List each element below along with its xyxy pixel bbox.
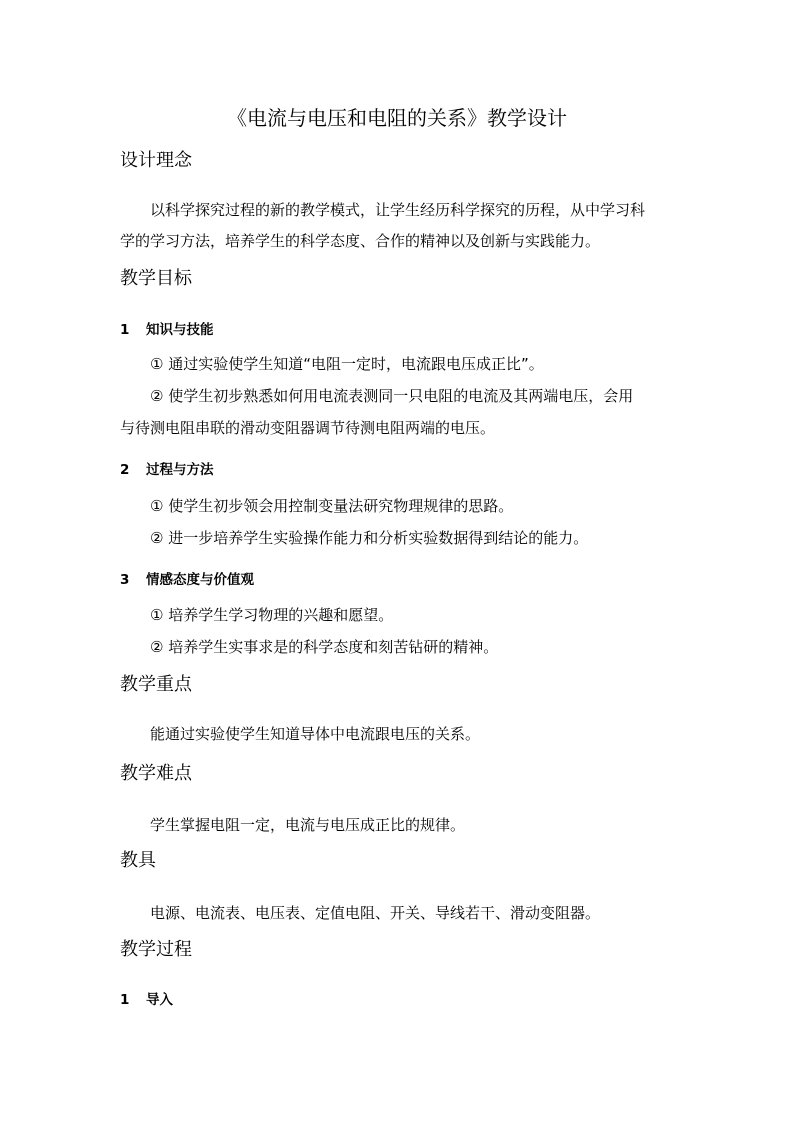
subheading-number: 1 (120, 322, 130, 338)
subheading-number: 1 (120, 992, 130, 1008)
objective-knowledge-item1: ① 通过实验使学生知道“电阻一定时，电流跟电压成正比”。 (150, 355, 544, 373)
heading-key-points: 教学重点 (120, 674, 192, 695)
objective-process-item2: ② 进一步培养学生实验操作能力和分析实验数据得到结论的能力。 (150, 529, 589, 547)
design-concept-text-line2: 学的学习方法，培养学生的科学态度、合作的精神以及创新与实践能力。 (120, 232, 601, 250)
difficulties-text: 学生掌握电阻一定，电流与电压成正比的规律。 (150, 816, 466, 834)
subheading-title: 情感态度与价值观 (146, 572, 254, 588)
subheading-title: 导入 (146, 992, 173, 1008)
heading-design-concept: 设计理念 (120, 150, 192, 171)
subheading-introduction (120, 990, 173, 1010)
heading-equipment: 教具 (120, 850, 156, 871)
objective-attitude-item1: ① 培养学生学习物理的兴趣和愿望。 (150, 606, 394, 624)
subheading-number: 3 (120, 572, 130, 588)
document-title: 《电流与电压和电阻的关系》教学设计 (227, 106, 567, 130)
objective-knowledge-item2-line2: 与待测电阻串联的滑动变阻器调节待测电阻两端的电压。 (120, 419, 496, 437)
objective-attitude-item2: ② 培养学生实事求是的科学态度和刻苦钻研的精神。 (150, 638, 499, 656)
subheading-number: 2 (120, 462, 130, 478)
objective-knowledge-item2-line1: ② 使学生初步熟悉如何用电流表测同一只电阻的电流及其两端电压，会用 (150, 387, 634, 405)
subheading-title: 知识与技能 (146, 322, 214, 338)
subheading-title: 过程与方法 (146, 462, 214, 478)
heading-objectives: 教学目标 (120, 268, 192, 289)
equipment-text: 电源、电流表、电压表、定值电阻、开关、导线若干、滑动变阻器。 (150, 904, 601, 922)
subheading-process-methods (120, 460, 214, 480)
objective-process-item1: ① 使学生初步领会用控制变量法研究物理规律的思路。 (150, 497, 514, 515)
heading-difficulties: 教学难点 (120, 763, 192, 784)
heading-process: 教学过程 (120, 939, 192, 960)
subheading-knowledge-skills (120, 320, 214, 340)
design-concept-text-line1: 以科学探究过程的新的教学模式，让学生经历科学探究的历程，从中学习科 (150, 201, 646, 219)
subheading-attitude-values (120, 570, 254, 590)
key-points-text: 能通过实验使学生知道导体中电流跟电压的关系。 (150, 725, 481, 743)
